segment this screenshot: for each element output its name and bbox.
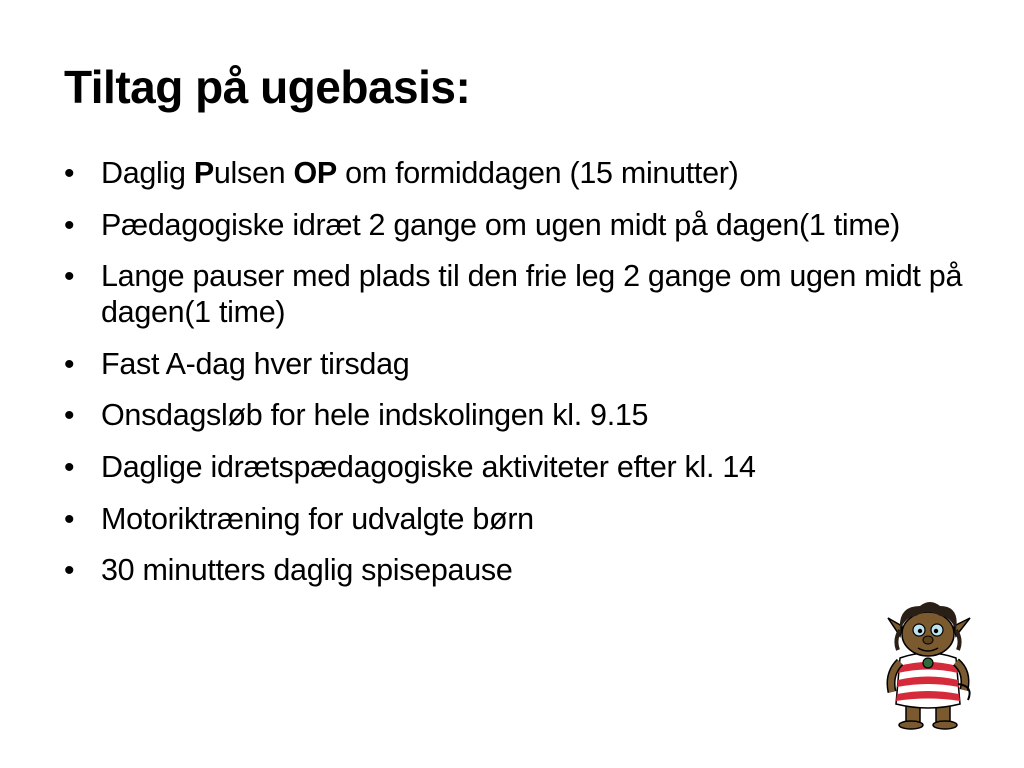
slide-title: Tiltag på ugebasis: — [64, 61, 471, 113]
bullet-icon: • — [64, 554, 75, 588]
bullet-icon: • — [64, 399, 75, 433]
list-item — [64, 259, 984, 330]
bullet-text-bold: OP — [293, 156, 337, 190]
bullet-icon: • — [64, 260, 75, 294]
bullet-text: Motoriktræning for udvalgte børn — [101, 501, 534, 536]
bullet-text-part: Daglig — [101, 156, 194, 190]
bullet-text-bold: P — [193, 156, 214, 190]
bullet-text: 30 minutters daglig spisepause — [101, 553, 513, 588]
bullet-icon: • — [64, 502, 75, 536]
bullet-icon: • — [64, 347, 75, 381]
bullet-text: Daglige idrætspædagogiske aktiviteter efter kl. 14 — [101, 450, 756, 485]
bullet-icon: • — [64, 451, 75, 485]
bullet-text-part: ulsen — [213, 156, 294, 190]
list-item — [64, 156, 984, 192]
list-item — [64, 502, 984, 538]
bullet-icon: • — [64, 157, 75, 190]
list-item — [64, 347, 984, 383]
bullet-list — [64, 156, 984, 605]
bullet-text: Fast A-dag hver tirsdag — [101, 346, 410, 381]
bullet-text-part: om formiddagen (15 minutter) — [336, 156, 739, 190]
bullet-icon: • — [64, 208, 75, 242]
bullet-text: Lange pauser med plads til den frie leg 2 gange om ugen midt på dagen(1 time) — [101, 259, 963, 330]
list-item — [64, 553, 984, 589]
troll-mascot-icon — [884, 600, 974, 730]
list-item — [64, 450, 984, 486]
list-item — [64, 208, 984, 244]
bullet-text: Onsdagsløb for hele indskolingen kl. 9.15 — [101, 398, 649, 433]
bullet-text: Pædagogiske idræt 2 gange om ugen midt på dagen(1 time) — [101, 207, 901, 242]
list-item — [64, 398, 984, 434]
